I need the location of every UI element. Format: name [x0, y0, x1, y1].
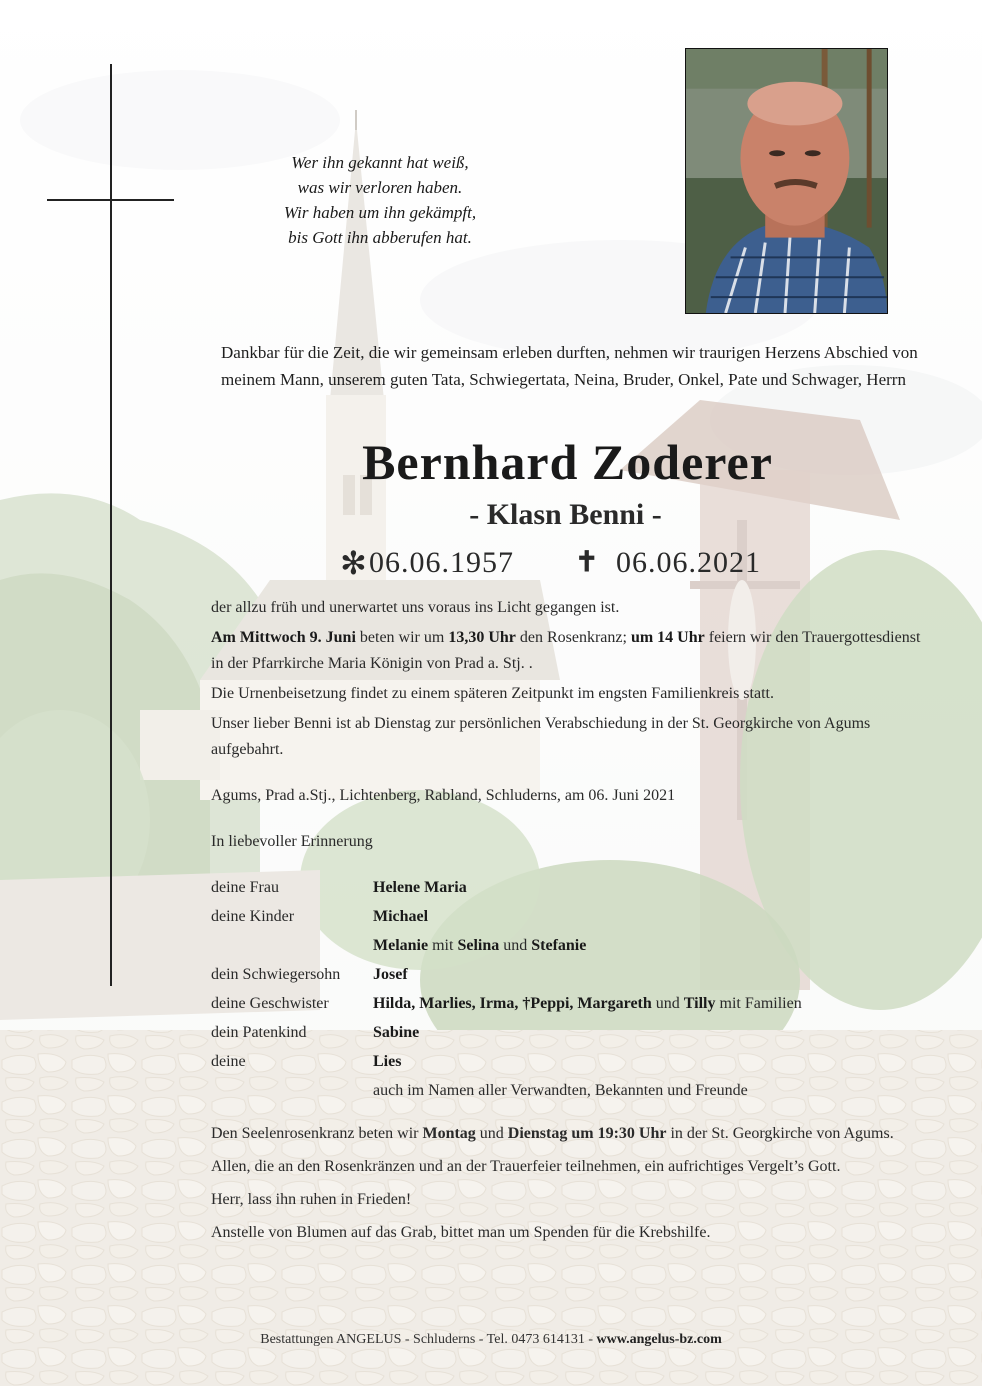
deceased-name: Bernhard Zoderer	[362, 434, 773, 490]
mourners-list	[211, 873, 931, 1105]
footer-text: Bestattungen ANGELUS - Schluderns - Tel. 0473 614131 -	[260, 1332, 597, 1347]
closing-text	[211, 1122, 911, 1254]
service-info: Am Mittwoch 9. Juni beten wir um 13,30 Uhr den Rosenkranz; um 14 Uhr feiern wir den Trauergottesdienst in der Pfarrkirche Maria Königin von Prad a. Stj. .	[211, 629, 921, 672]
place-date: Agums, Prad a.Stj., Lichtenberg, Rabland, Schluderns, am 06. Juni 2021	[211, 787, 676, 804]
intro-text: Dankbar für die Zeit, die wir gemeinsam erleben durften, nehmen wir traurigen Herzens Abschied von meinem Mann, unserem guten Tata, Schwiegertata, Neina, Bruder, Onkel, Pate und Schwager, Herrn	[221, 343, 918, 389]
poem-line: Wir haben um ihn gekämpft,	[283, 203, 477, 222]
list-item: deine Frau Helene Maria	[211, 879, 467, 896]
list-item: deine Kinder Michael	[211, 908, 429, 925]
list-item: dein Patenkind Sabine	[211, 1024, 420, 1041]
life-dates	[340, 540, 810, 590]
birth-date: 06.06.1957	[369, 546, 514, 579]
cross-icon-horizontal	[47, 199, 174, 201]
birth-star-icon: ✻	[340, 545, 367, 581]
memory-line: In liebevoller Erinnerung	[211, 833, 373, 850]
poem	[210, 150, 550, 250]
list-item: deine Lies	[211, 1053, 402, 1070]
poem-line: Wer ihn gekannt hat weiß,	[291, 153, 469, 172]
passing-line: der allzu früh und unerwartet uns voraus ins Licht gegangen ist.	[211, 599, 620, 616]
list-item: Melanie mit Selina und Stefanie	[373, 937, 587, 954]
announcement-body	[211, 595, 929, 859]
website-link[interactable]: www.angelus-bz.com	[596, 1332, 722, 1347]
urn-info: Die Urnenbeisetzung findet zu einem späteren Zeitpunkt im engsten Familienkreis statt.	[211, 685, 774, 702]
footer	[0, 1332, 982, 1348]
prayer-line: Herr, lass ihn ruhen in Frieden!	[211, 1191, 412, 1208]
viewing-info: Unser lieber Benni ist ab Dienstag zur persönlichen Verabschiedung in der St. Georgkirche von Agums aufgebahrt.	[211, 715, 871, 758]
rosary-info: Den Seelenrosenkranz beten wir Montag und Dienstag um 19:30 Uhr in der St. Georgkirche von Agums.	[211, 1125, 894, 1142]
poem-line: was wir verloren haben.	[297, 178, 463, 197]
death-cross-icon: ✝	[575, 547, 599, 578]
deceased-nickname: - Klasn Benni -	[469, 498, 662, 531]
thanks-line: Allen, die an den Rosenkränzen und an der Trauerfeier teilnehmen, ein aufrichtiges Vergelt’s Gott.	[211, 1158, 841, 1175]
list-item: auch im Namen aller Verwandten, Bekannten und Freunde	[373, 1082, 748, 1099]
poem-line: bis Gott ihn abberufen hat.	[288, 228, 472, 247]
list-item: deine Geschwister Hilda, Marlies, Irma, †Peppi, Margareth und Tilly mit Familien	[211, 995, 802, 1012]
list-item: dein Schwiegersohn Josef	[211, 966, 408, 983]
death-date: 06.06.2021	[616, 546, 761, 579]
portrait-photo	[685, 48, 888, 314]
donation-line: Anstelle von Blumen auf das Grab, bittet man um Spenden für die Krebshilfe.	[211, 1224, 711, 1241]
